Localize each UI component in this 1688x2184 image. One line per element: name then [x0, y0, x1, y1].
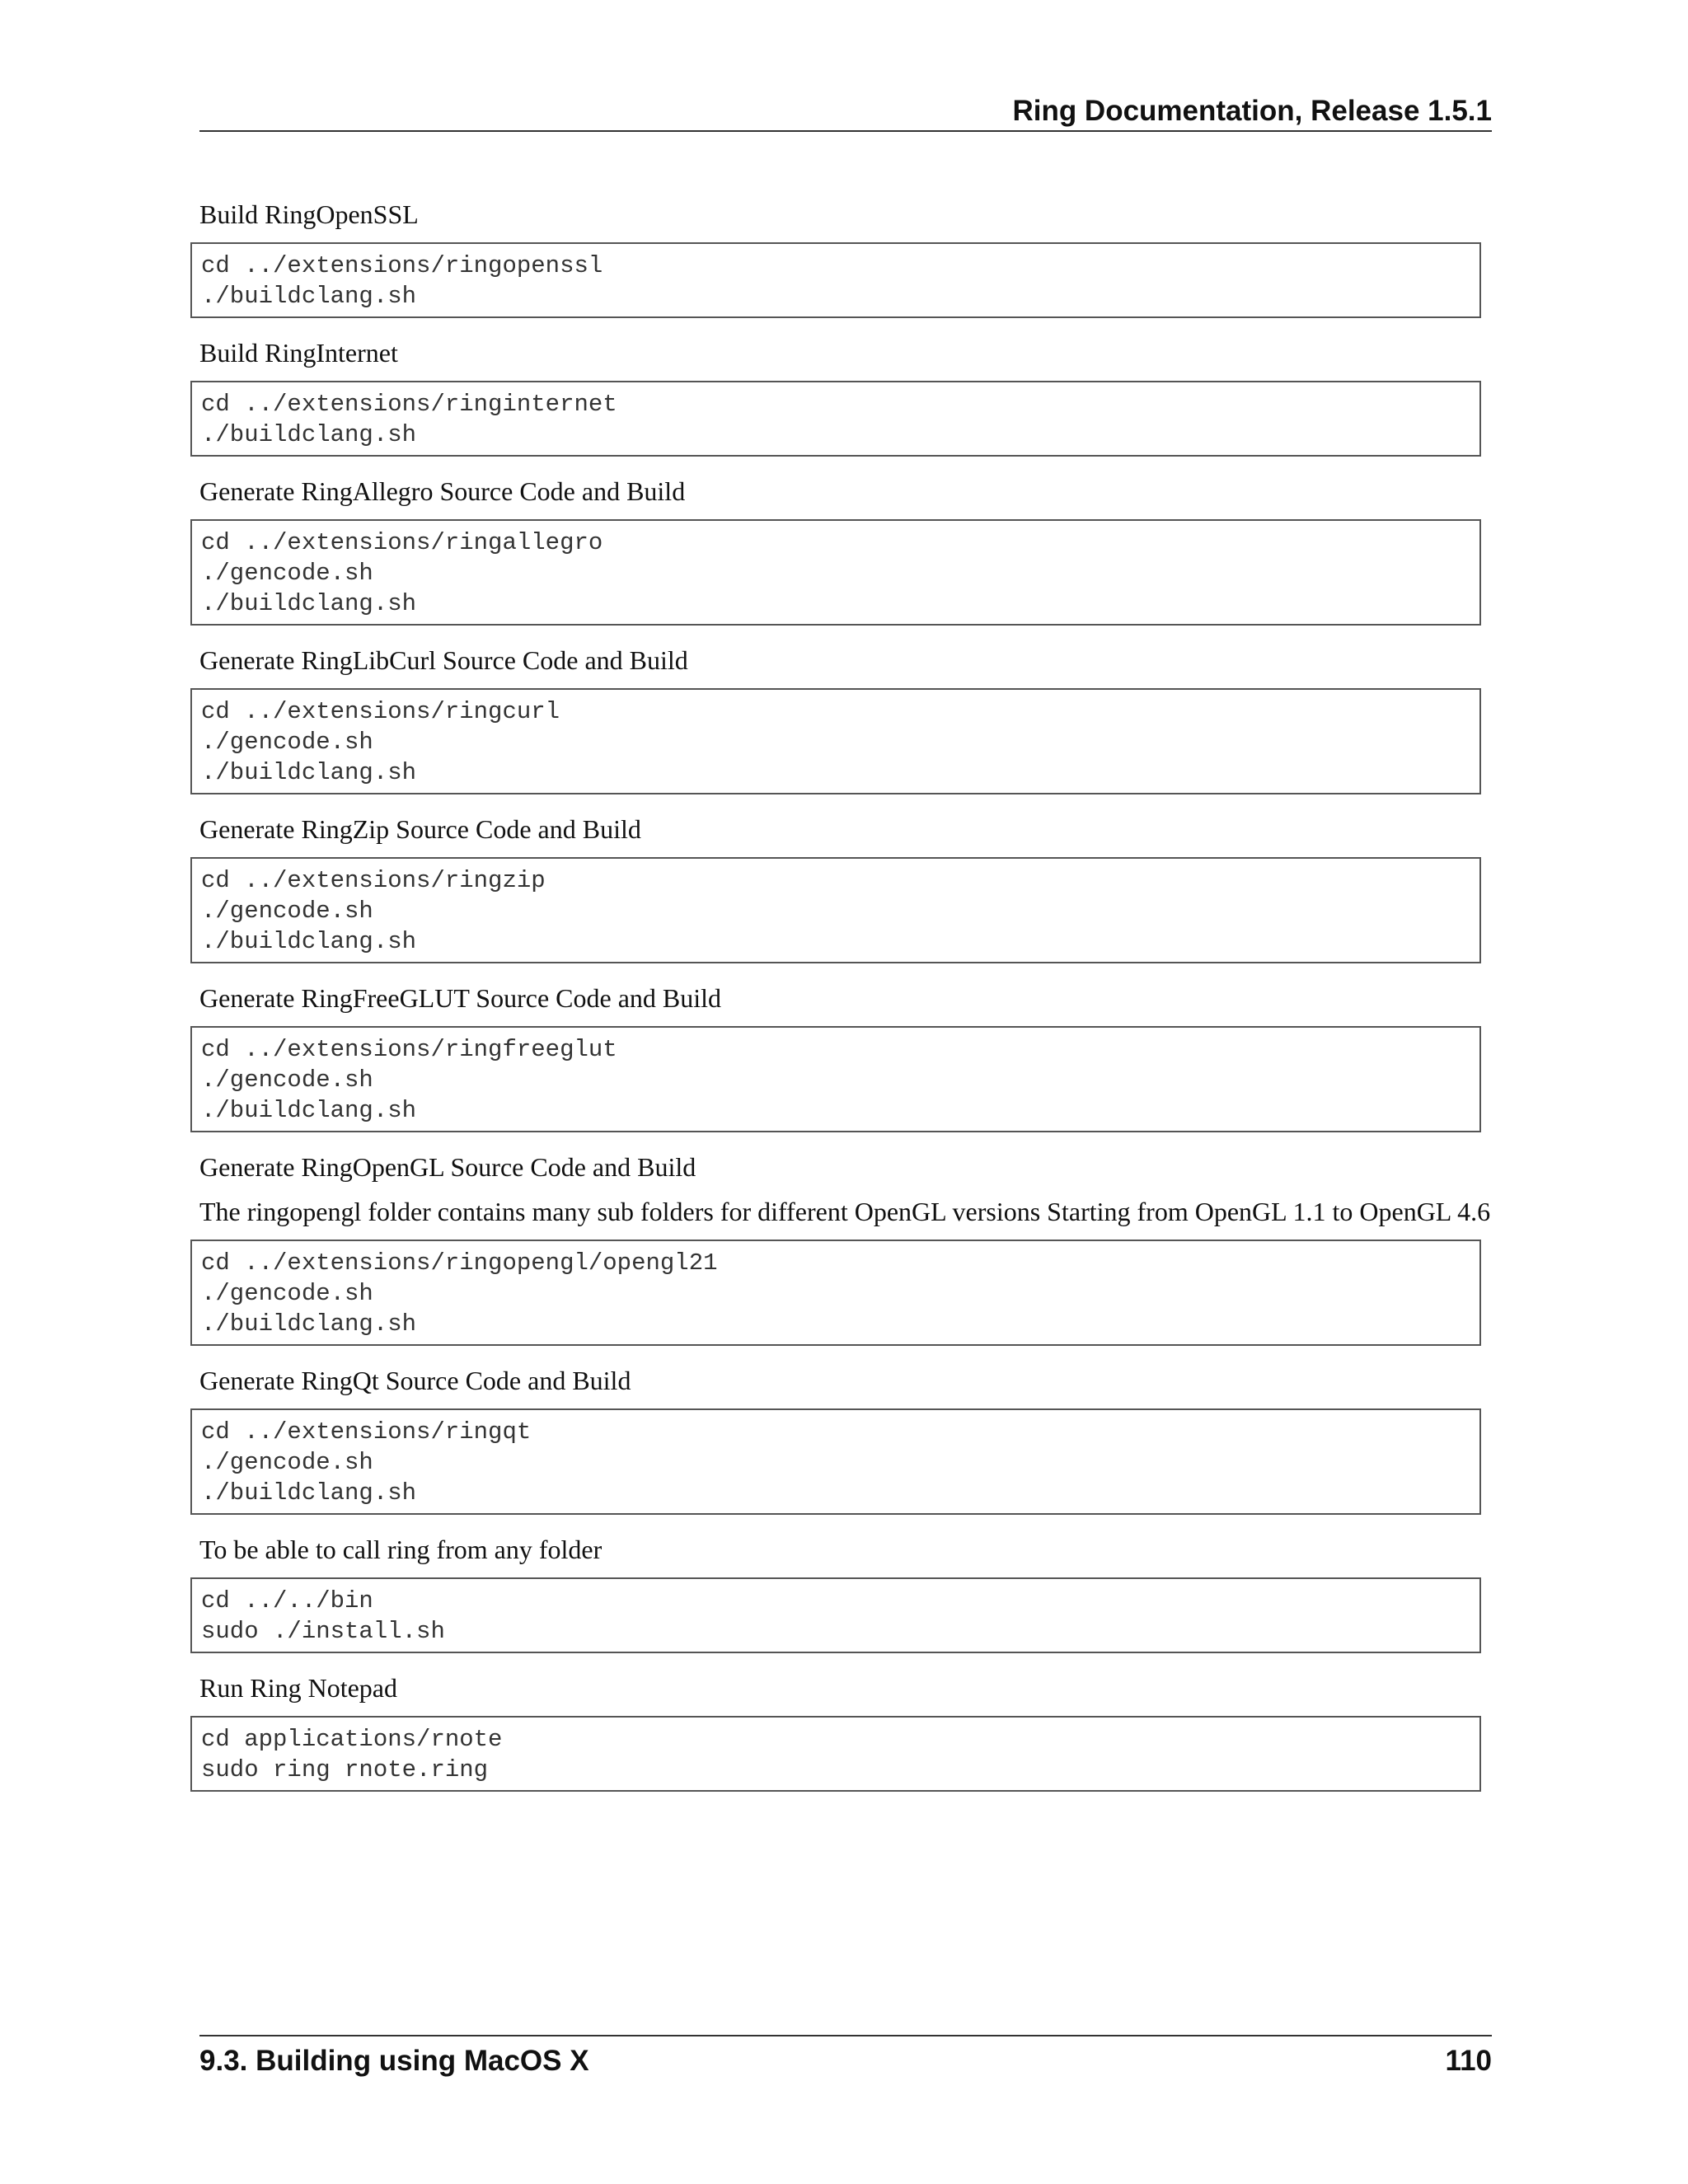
- paragraph-call-ring: To be able to call ring from any folder: [199, 1535, 603, 1564]
- code-line: cd ../extensions/ringcurl: [201, 698, 560, 725]
- code-line: ./gencode.sh: [201, 1280, 373, 1307]
- paragraph-ringzip: Generate RingZip Source Code and Build: [199, 814, 641, 844]
- page-header: [199, 92, 1492, 132]
- code-line: cd applications/rnote: [201, 1726, 503, 1753]
- code-line: ./buildclang.sh: [201, 928, 417, 955]
- paragraph-ringfreeglut: Generate RingFreeGLUT Source Code and Build: [199, 983, 722, 1013]
- code-block-install: [190, 1577, 1481, 1653]
- footer-section-title: 9.3. Building using MacOS X: [199, 2045, 589, 2077]
- paragraph-ring-notepad: Run Ring Notepad: [199, 1673, 397, 1703]
- code-line: ./buildclang.sh: [201, 759, 417, 786]
- code-line: cd ../extensions/ringzip: [201, 867, 546, 894]
- code-line: cd ../extensions/ringopengl/opengl21: [201, 1249, 718, 1277]
- code-block-ringcurl: [190, 688, 1481, 794]
- code-block-rnote: [190, 1716, 1481, 1792]
- code-line: cd ../extensions/ringallegro: [201, 529, 603, 556]
- paragraph-ringlibcurl: Generate RingLibCurl Source Code and Build: [199, 645, 688, 675]
- header-title: Ring Documentation, Release 1.5.1: [1012, 95, 1492, 127]
- code-block-ringallegro: [190, 519, 1481, 626]
- code-line: ./buildclang.sh: [201, 283, 417, 310]
- code-line: cd ../extensions/ringqt: [201, 1418, 532, 1446]
- code-line: cd ../extensions/ringfreeglut: [201, 1036, 617, 1063]
- code-block-ringqt: [190, 1408, 1481, 1515]
- page-number: 110: [1445, 2045, 1492, 2077]
- code-line: ./gencode.sh: [201, 1449, 373, 1476]
- code-block-ringfreeglut: [190, 1026, 1481, 1132]
- code-line: ./buildclang.sh: [201, 1097, 417, 1124]
- paragraph-ringallegro: Generate RingAllegro Source Code and Build: [199, 476, 686, 506]
- code-line: ./buildclang.sh: [201, 1310, 417, 1338]
- code-block-ringinternet: [190, 381, 1481, 457]
- paragraph-ringopengl: Generate RingOpenGL Source Code and Build: [199, 1152, 696, 1182]
- paragraph-ringopengl-note: The ringopengl folder contains many sub folders for different OpenGL versions Starting from OpenGL 1.1 to OpenGL 4.6: [199, 1197, 1491, 1226]
- code-line: sudo ring rnote.ring: [201, 1756, 489, 1783]
- code-line: ./gencode.sh: [201, 1066, 373, 1094]
- page-footer: [199, 2035, 1492, 2086]
- paragraph-build-ringinternet: Build RingInternet: [199, 338, 398, 368]
- code-line: ./gencode.sh: [201, 898, 373, 925]
- code-line: cd ../extensions/ringopenssl: [201, 252, 603, 279]
- code-line: cd ../extensions/ringinternet: [201, 391, 617, 418]
- page-content: [199, 198, 1492, 1810]
- paragraph-ringqt: Generate RingQt Source Code and Build: [199, 1366, 631, 1395]
- code-line: ./buildclang.sh: [201, 421, 417, 448]
- code-block-ringzip: [190, 857, 1481, 963]
- code-line: cd ../../bin: [201, 1587, 373, 1615]
- paragraph-build-ringopenssl: Build RingOpenSSL: [199, 199, 419, 229]
- code-line: ./buildclang.sh: [201, 590, 417, 617]
- code-line: ./gencode.sh: [201, 560, 373, 587]
- code-line: sudo ./install.sh: [201, 1618, 445, 1645]
- code-block-ringopenssl: [190, 242, 1481, 318]
- code-block-ringopengl: [190, 1240, 1481, 1346]
- code-line: ./buildclang.sh: [201, 1479, 417, 1507]
- code-line: ./gencode.sh: [201, 729, 373, 756]
